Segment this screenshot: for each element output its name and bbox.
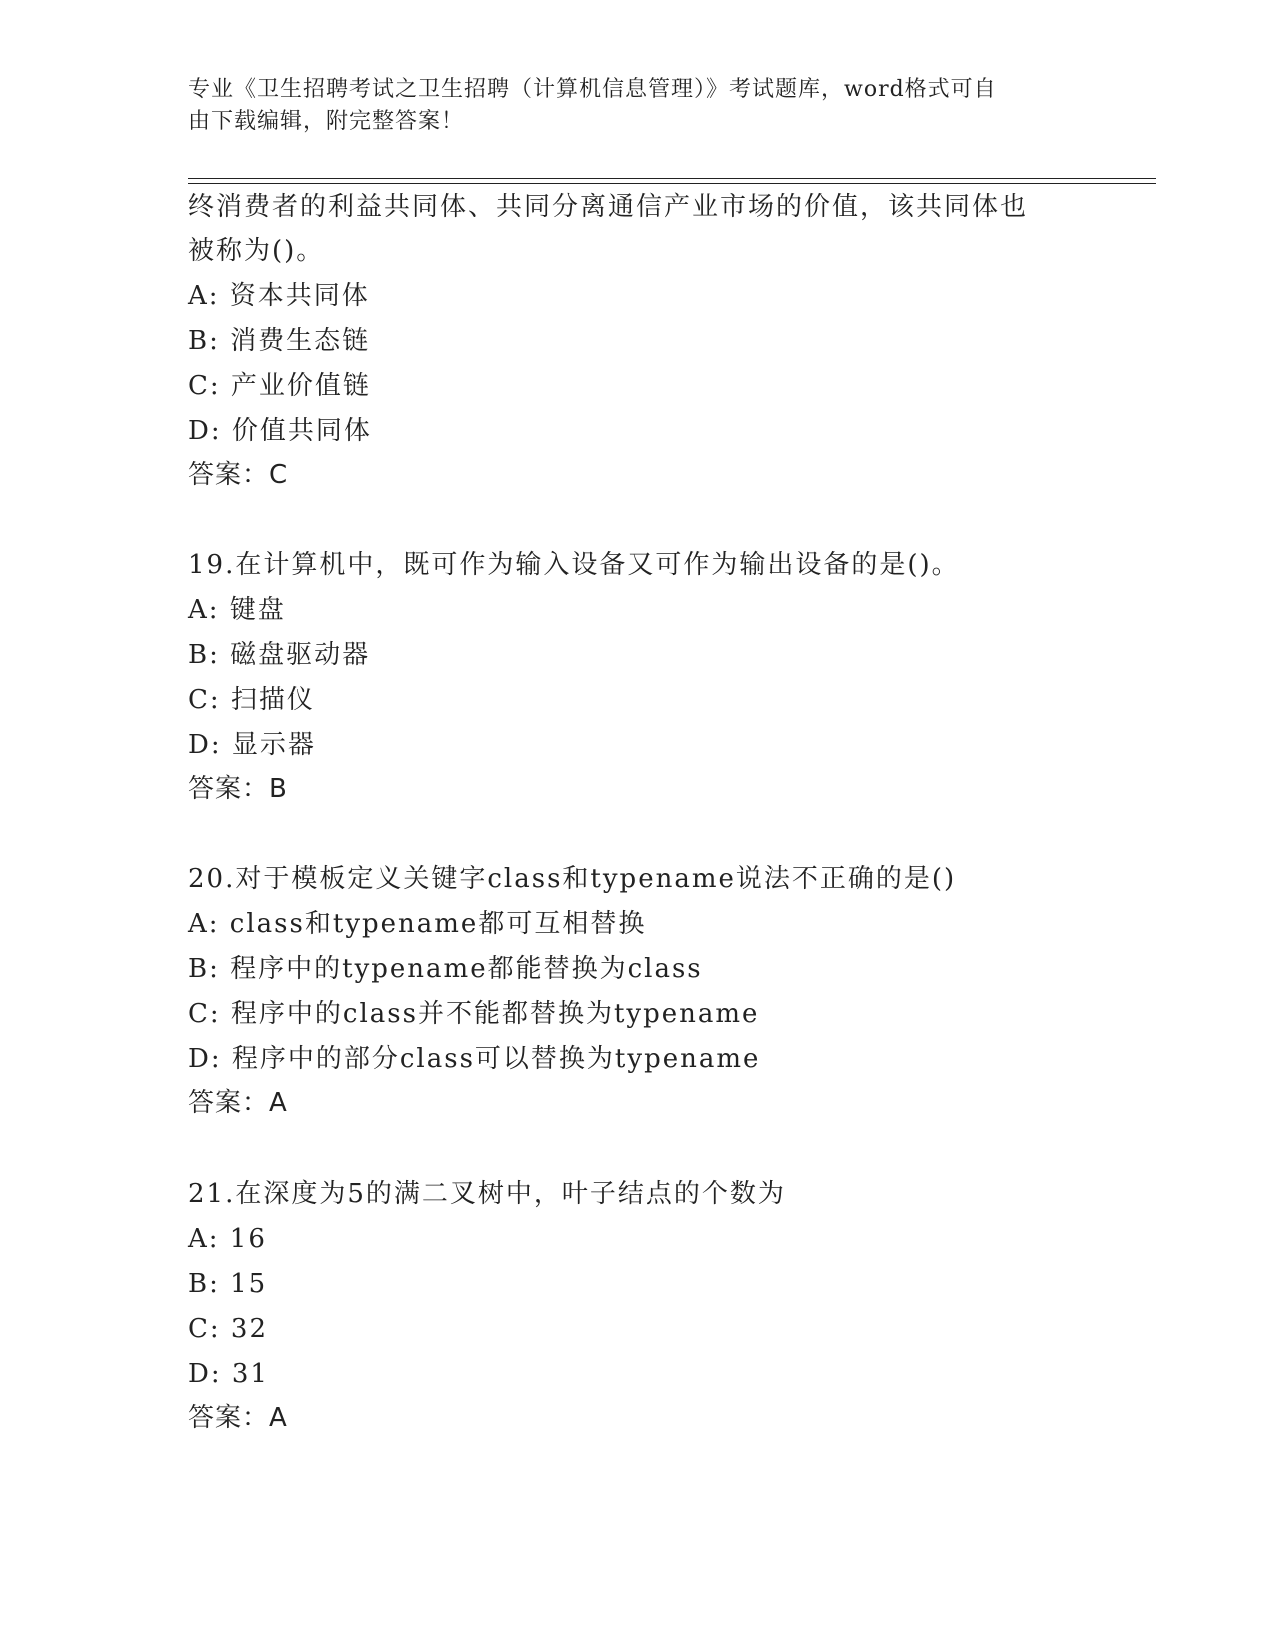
q21-option-d: D: 31 xyxy=(188,1359,269,1389)
q19-answer: 答案：B xyxy=(188,774,288,804)
header-divider-bottom xyxy=(188,183,1156,184)
q18-stem-line-1: 终消费者的利益共同体、共同分离通信产业市场的价值，该共同体也 xyxy=(188,192,1029,222)
q21-option-b: B: 15 xyxy=(188,1269,268,1299)
q18-option-d: D: 价值共同体 xyxy=(188,416,372,446)
q20-option-a: A: class和typename都可互相替换 xyxy=(188,909,647,939)
q19-option-b: B: 磁盘驱动器 xyxy=(188,640,371,670)
q19-option-a: A: 键盘 xyxy=(188,595,286,625)
q18-option-a: A: 资本共同体 xyxy=(188,281,370,311)
q20-option-b: B: 程序中的typename都能替换为class xyxy=(188,954,703,984)
q21-option-c: C: 32 xyxy=(188,1314,269,1344)
q20-option-c: C: 程序中的class并不能都替换为typename xyxy=(188,999,760,1029)
q20-stem: 20.对于模板定义关键字class和typename说法不正确的是() xyxy=(188,864,957,894)
q18-option-c: C: 产业价值链 xyxy=(188,371,371,401)
q19-option-d: D: 显示器 xyxy=(188,730,316,760)
q19-option-c: C: 扫描仪 xyxy=(188,685,315,715)
q18-stem-line-2: 被称为()。 xyxy=(188,236,325,266)
q19-stem: 19.在计算机中，既可作为输入设备又可作为输出设备的是()。 xyxy=(188,550,960,580)
header-divider-top xyxy=(188,178,1156,179)
q21-option-a: A: 16 xyxy=(188,1224,267,1254)
q21-answer: 答案：A xyxy=(188,1403,288,1433)
document-header xyxy=(188,74,1088,138)
q21-stem: 21.在深度为5的满二叉树中，叶子结点的个数为 xyxy=(188,1179,786,1209)
header-line-2: 由下载编辑，附完整答案！ xyxy=(188,109,465,134)
header-line-1: 专业《卫生招聘考试之卫生招聘（计算机信息管理）》考试题库，word格式可自 xyxy=(188,77,997,102)
q18-option-b: B: 消费生态链 xyxy=(188,326,371,356)
q20-option-d: D: 程序中的部分class可以替换为typename xyxy=(188,1044,761,1074)
q18-answer: 答案：C xyxy=(188,460,289,490)
q20-answer: 答案：A xyxy=(188,1088,288,1118)
